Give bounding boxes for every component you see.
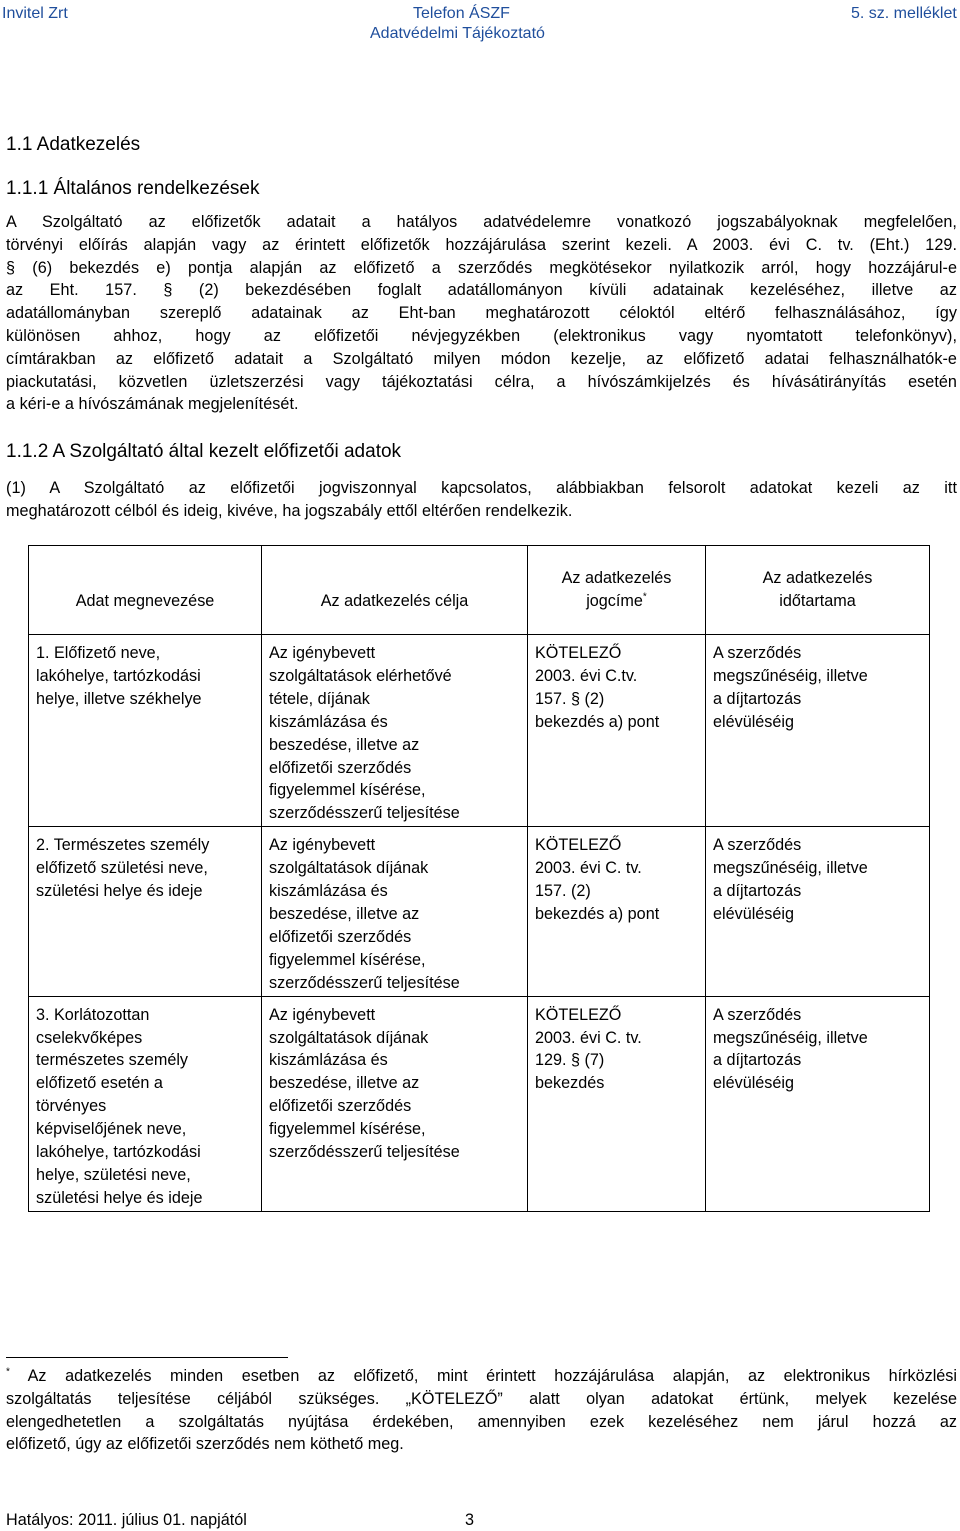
data-processing-table	[28, 545, 930, 1212]
cell-data-name	[29, 635, 262, 827]
column-header-duration: Az adatkezelés időtartama	[706, 546, 930, 635]
cell-text-line: előfizetői szerződés	[269, 758, 412, 777]
cell-text-line: megszűnéséig, illetve	[713, 1028, 868, 1047]
cell-text-line: bekezdés	[535, 1074, 605, 1093]
paragraph-line: a kéri-e a hívószámának megjelenítését.	[6, 395, 299, 414]
cell-text-line: figyelemmel kísérése,	[269, 950, 426, 969]
cell-text-line: 129. § (7)	[535, 1051, 605, 1070]
subsection-heading-data: 1.1.2 A Szolgáltató által kezelt előfizetői adatok	[6, 441, 402, 462]
cell-text-line: 157. (2)	[535, 882, 591, 901]
table-header-row	[29, 546, 930, 635]
cell-text-line: születési helye és ideje	[36, 882, 203, 901]
cell-text-line: előfizető esetén a	[36, 1074, 163, 1093]
cell-legal-basis	[528, 827, 706, 996]
cell-text-line: természetes személy	[36, 1051, 189, 1070]
cell-text-line: előfizetői szerződés	[269, 1097, 412, 1116]
header-doc-title: Telefon ÁSZF	[413, 5, 510, 22]
cell-text-line: elévüléséig	[713, 1074, 794, 1093]
footer-effective-date: Hatályos: 2011. július 01. napjától	[6, 1511, 247, 1529]
cell-text-line: 2003. évi C.tv.	[535, 666, 638, 685]
cell-purpose	[262, 635, 528, 827]
cell-text-line: A szerződés	[713, 644, 802, 662]
cell-text-line: Az igénybevett	[269, 836, 376, 855]
cell-text-line: KÖTELEZŐ	[535, 836, 622, 855]
paragraph-line: címtárakban az előfizető adatait a Szolgáltató milyen módon kezelje, az előfizető adatai felhasználhatók-e	[6, 349, 957, 368]
cell-text-line: szolgáltatások elérhetővé	[269, 666, 452, 685]
paragraph-line: A Szolgáltató az előfizetők adatait a hatályos adatvédelemre vonatkozó jogszabályoknak megfelelően,	[6, 213, 957, 231]
cell-text-line: megszűnéséig, illetve	[713, 859, 868, 878]
cell-text-line: Az igénybevett	[269, 1005, 376, 1024]
paragraph-line: törvényi előírás alapján vagy az érintett előfizetők hozzájárulása szerint kezeli. A 2003. évi C. tv. (Eht.) 129.	[6, 235, 957, 254]
general-provisions-paragraph	[6, 211, 957, 416]
cell-text-line: bekezdés a) pont	[535, 712, 660, 731]
cell-legal-basis	[528, 996, 706, 1211]
cell-text-line: KÖTELEZŐ	[535, 644, 622, 662]
cell-text-line: beszedése, illetve az	[269, 1074, 420, 1093]
cell-text-line: kiszámlázása és	[269, 712, 388, 731]
cell-text-line: képviselőjének neve,	[36, 1120, 187, 1139]
footnote-line: Az adatkezelés minden esetben az előfizető, mint érintett hozzájárulása alapján, az elektronikus hírközlési	[9, 1367, 957, 1385]
footnote-line: szolgáltatás teljesítése céljából szükséges. „KÖTELEZŐ” alatt olyan adatokat értünk, melyek kezelése	[6, 1389, 957, 1408]
column-header-data-name: Adat megnevezése	[29, 546, 262, 635]
footnote-line: elengedhetetlen a szolgáltatás nyújtása érdekében, amennyiben ezek kezeléséhez nem járul hozzá az	[6, 1412, 957, 1431]
cell-text-line: figyelemmel kísérése,	[269, 781, 426, 800]
cell-text-line: megszűnéséig, illetve	[713, 666, 868, 685]
cell-text-line: 3. Korlátozottan	[36, 1005, 150, 1024]
header-annex: 5. sz. melléklet	[851, 5, 957, 22]
cell-text-line: 157. § (2)	[535, 689, 605, 708]
cell-text-line: szerződésszerű teljesítése	[269, 1143, 460, 1162]
footnote	[6, 1365, 957, 1456]
cell-text-line: Az igénybevett	[269, 644, 376, 662]
cell-text-line: bekezdés a) pont	[535, 904, 660, 923]
cell-text-line: beszedése, illetve az	[269, 904, 420, 923]
cell-text-line: cselekvőképes	[36, 1028, 143, 1047]
column-header-purpose: Az adatkezelés célja	[262, 546, 528, 635]
section-heading: 1.1 Adatkezelés	[6, 134, 141, 155]
cell-duration	[706, 635, 930, 827]
cell-text-line: 2003. évi C. tv.	[535, 1028, 642, 1047]
cell-text-line: kiszámlázása és	[269, 882, 388, 901]
paragraph-line: adatállományban szereplő adatainak az Eht-ban meghatározott céloktól eltérő felhasználásához, így	[6, 304, 957, 323]
cell-text-line: helye, születési neve,	[36, 1165, 191, 1184]
footnote-marker: *	[6, 1366, 10, 1378]
cell-text-line: elévüléséig	[713, 712, 794, 731]
table-row	[29, 635, 930, 827]
paragraph-line: különösen ahhoz, hogy az előfizetői névjegyzékben (elektronikus vagy nyomtatott telefonkönyv),	[6, 326, 957, 345]
cell-text-line: 1. Előfizető neve,	[36, 644, 161, 662]
table-row	[29, 827, 930, 996]
cell-text-line: szerződésszerű teljesítése	[269, 804, 460, 823]
subsection-heading-general: 1.1.1 Általános rendelkezések	[6, 178, 260, 199]
cell-text-line: a díjtartozás	[713, 689, 802, 708]
cell-data-name	[29, 996, 262, 1211]
data-intro-paragraph	[6, 477, 957, 523]
cell-legal-basis	[528, 635, 706, 827]
cell-text-line: 2. Természetes személy	[36, 836, 210, 855]
paragraph-line: piackutatási, közvetlen üzletszerzési vagy tájékoztatási célra, a hívószámkijelzés és hívásátirányítás esetén	[6, 372, 957, 391]
header-company: Invitel Zrt	[2, 5, 68, 22]
header-doc-subtitle: Adatvédelmi Tájékoztató	[370, 25, 545, 42]
cell-data-name	[29, 827, 262, 996]
paragraph-line: (1) A Szolgáltató az előfizetői jogviszonnyal kapcsolatos, alábbiakban felsorolt adatokat kezeli az itt	[6, 479, 957, 497]
cell-text-line: A szerződés	[713, 836, 802, 855]
table-row	[29, 996, 930, 1211]
cell-duration	[706, 996, 930, 1211]
cell-text-line: beszedése, illetve az	[269, 735, 420, 754]
cell-text-line: lakóhelye, tartózkodási	[36, 1143, 201, 1162]
paragraph-line: § (6) bekezdés e) pontja alapján az előfizető a szerződés megkötésekor nyilatkozik arról, hogy hozzájárul-e	[6, 258, 957, 277]
cell-text-line: a díjtartozás	[713, 882, 802, 901]
page-number: 3	[465, 1511, 475, 1529]
column-header-legal-basis: Az adatkezelés jogcíme*	[528, 546, 706, 635]
cell-text-line: előfizetői szerződés	[269, 927, 412, 946]
cell-text-line: szolgáltatások díjának	[269, 1028, 429, 1047]
cell-text-line: figyelemmel kísérése,	[269, 1120, 426, 1139]
cell-text-line: 2003. évi C. tv.	[535, 859, 642, 878]
cell-text-line: a díjtartozás	[713, 1051, 802, 1070]
paragraph-line: meghatározott célból és ideig, kivéve, ha jogszabály ettől eltérően rendelkezik.	[6, 501, 573, 520]
cell-text-line: helye, illetve székhelye	[36, 689, 202, 708]
cell-purpose	[262, 827, 528, 996]
cell-text-line: lakóhelye, tartózkodási	[36, 666, 201, 685]
cell-text-line: kiszámlázása és	[269, 1051, 388, 1070]
cell-text-line: tétele, díjának	[269, 689, 370, 708]
footnote-marker: *	[642, 591, 647, 603]
cell-text-line: szerződésszerű teljesítése	[269, 973, 460, 992]
cell-text-line: törvényes	[36, 1097, 107, 1116]
cell-text-line: szolgáltatások díjának	[269, 859, 429, 878]
footnote-separator	[6, 1357, 288, 1358]
footnote-line: előfizető, úgy az előfizetői szerződés nem köthető meg.	[6, 1435, 404, 1454]
cell-text-line: A szerződés	[713, 1005, 802, 1024]
cell-purpose	[262, 996, 528, 1211]
cell-text-line: születési helye és ideje	[36, 1188, 203, 1207]
cell-text-line: elévüléséig	[713, 904, 794, 923]
cell-text-line: előfizető születési neve,	[36, 859, 208, 878]
cell-text-line: KÖTELEZŐ	[535, 1005, 622, 1024]
paragraph-line: az Eht. 157. § (2) bekezdésében foglalt adatállományon kívüli adatainak kezeléséhez, illetve az	[6, 281, 957, 300]
cell-duration	[706, 827, 930, 996]
